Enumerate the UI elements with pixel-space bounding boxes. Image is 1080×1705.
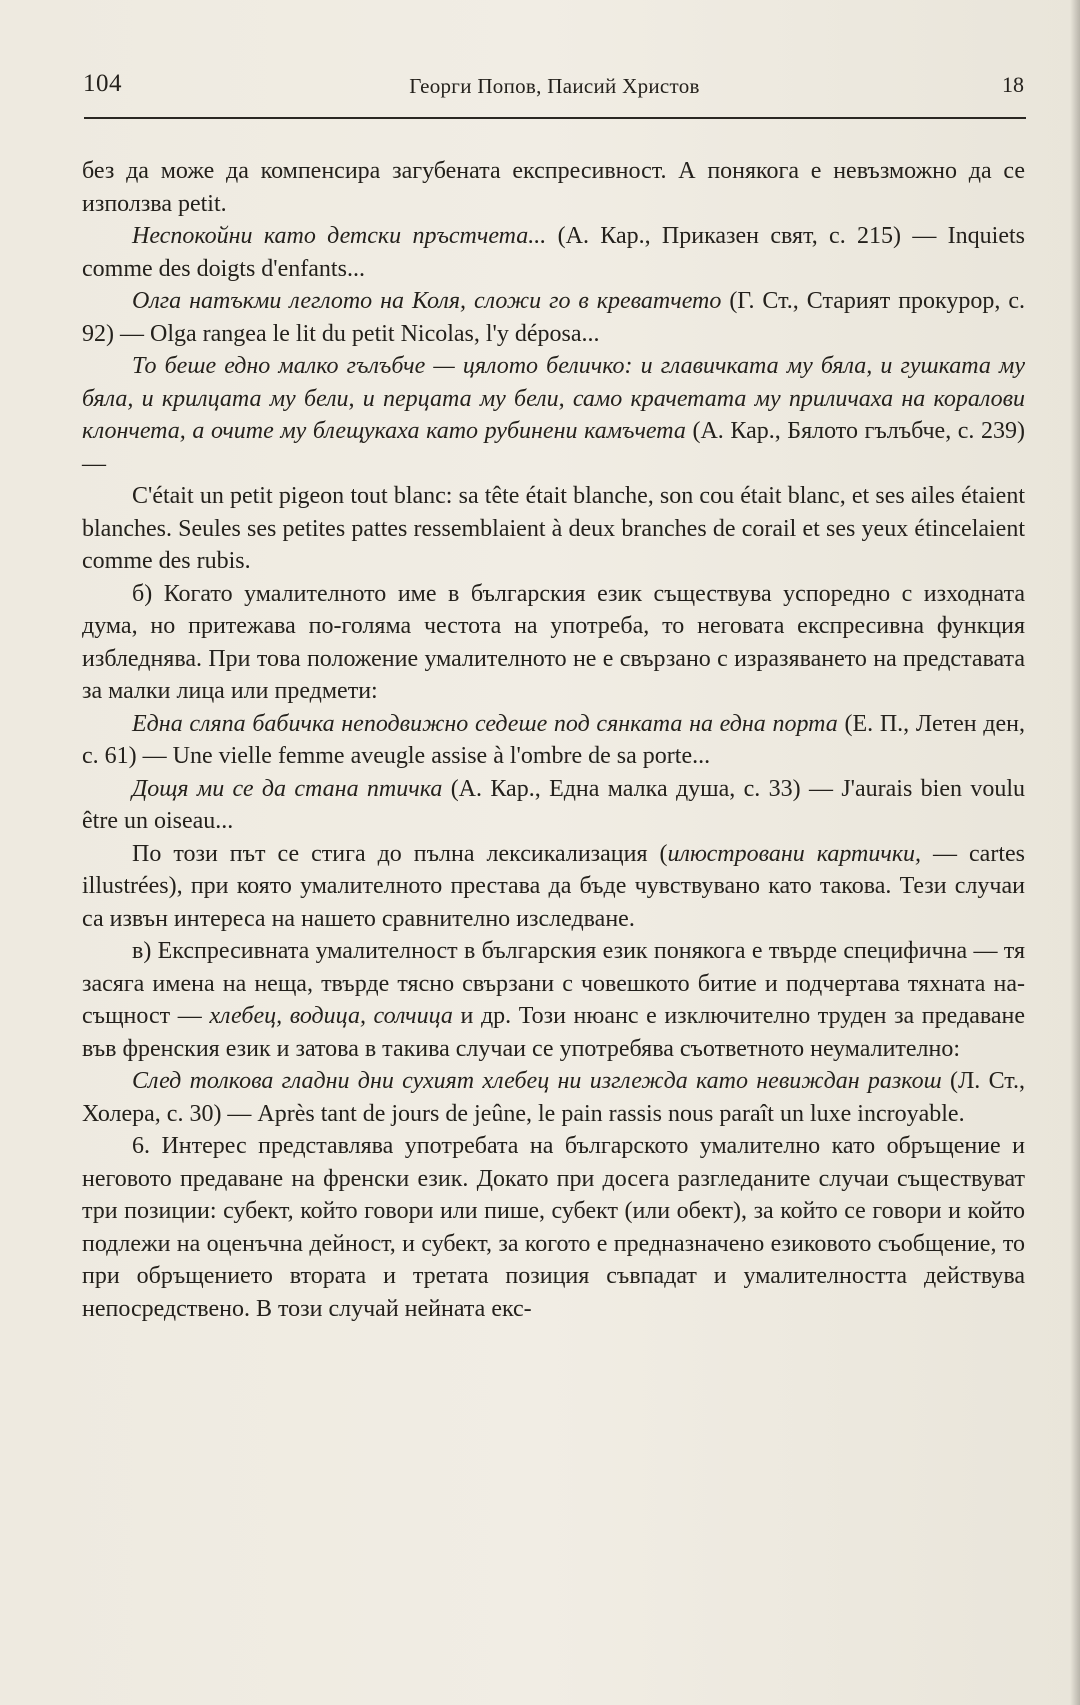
text-run: — cartes illustrées), при която умалителното престава да бъде чувствувано като такова. Тези случаи са извън интереса на нашето сравнително изследване. <box>82 840 1025 932</box>
paragraph <box>82 578 1025 708</box>
paragraph <box>82 350 1025 480</box>
text-run: (А. Кар., Една малка душа, с. 33) — J'aurais bien voulu être un oiseau... <box>82 775 1025 834</box>
header-rule <box>84 117 1026 119</box>
running-title: Георги Попов, Паисий Христов <box>409 74 700 98</box>
paragraph <box>82 155 1025 220</box>
italic-example: Дощя ми се да стана птичка <box>132 775 443 802</box>
paragraph <box>82 285 1025 350</box>
text-run: (Е. П., Летен ден, с. 61) — Une vielle femme aveugle assise à l'ombre de sa porte... <box>82 710 1025 769</box>
italic-example: След толкова гладни дни сухият хлебец ни изглежда като невиждан разкош <box>132 1068 942 1094</box>
italic-example: Една сляпа бабичка неподвижно седеше под сянката на една порта <box>132 710 838 737</box>
paragraph <box>82 1130 1025 1325</box>
text-run: (Г. Ст., Старият прокурор, с. 92) — Olga rangea le lit du petit Nicolas, l'y déposa... <box>82 288 1025 347</box>
page-edge-shadow <box>1070 0 1080 1705</box>
page-number: 104 <box>83 70 122 97</box>
paragraph <box>82 1065 1025 1130</box>
text-run: (А. Кар., Приказен свят, с. 215) — Inquiets comme des doigts d'enfants... <box>82 223 1025 282</box>
paragraph <box>82 220 1025 285</box>
text-run: По този път се стига до пълна лексикализация ( <box>132 840 668 867</box>
text-run: без да може да компенсира загубената експресивност. А понякога е невъзможно да се използва petit. <box>82 158 1025 217</box>
text-run: (Л. Ст., Холера, с. 30) — Après tant de jours de jeûne, le pain rassis nous paraît un luxe incroyable. <box>82 1068 1025 1127</box>
text-run: 6. Интерес представлява употребата на българското умалително като обръщение и неговото предаване на френски език. Докато при досега разгледаните случаи съществуват три позиции: субект, който говори или пише, субект (или обект), за който се говори и който подлежи на оценъчна дейност, и субект, за когото е предназначено езиковото съобщение, то при обръщението втората и третата позиция съвпадат и умалителността действува непосредствено. В този случай нейната екс- <box>82 1133 1025 1322</box>
italic-example: Неспокойни като детски пръстчета... <box>132 223 547 249</box>
text-run: в) Експресивната умалителност в българския език понякога е твърде специфична — тя засяга имена на неща, твърде тясно свързани с човешкото битие и подчертава тяхната насъщност — <box>82 938 1025 1029</box>
paragraph <box>82 480 1025 578</box>
italic-example: хлебец, водица, солчица <box>209 1003 453 1029</box>
paragraph <box>82 773 1025 838</box>
paragraph <box>82 935 1025 1065</box>
italic-example: То беше едно малко гълъбче — цялото беличко: и главичката му бяла, и гушката му бяла, и крилцата му бели, и перцата му бели, само крачетата му приличаха на коралови клончета, а очите му блещукаха като рубинени камъчета <box>82 353 1025 444</box>
paragraph <box>82 708 1025 773</box>
italic-example: Олга натъкми леглото на Коля, сложи го в креватчето <box>132 288 722 314</box>
section-number: 18 <box>1002 72 1024 97</box>
text-run: б) Когато умалителното име в българския език съществува успоредно с изходната дума, но притежава по-голяма честота на употреба, то неговата експресивна функция избледнява. При това положение умалителното не е свързано с изразяването на представата за малки лица или предмети: <box>82 580 1025 704</box>
italic-example: илюстровани картички, <box>667 840 922 867</box>
text-run: (А. Кар., Бялото гълъбче, с. 239) — <box>82 418 1026 477</box>
text-run: C'était un petit pigeon tout blanc: sa tête était blanche, son cou était blanc, et ses ailes étaient blanches. Seules ses petites pattes ressemblaient à deux branches de corail et ses yeux étincelaient comme des rubis. <box>82 483 1025 574</box>
text-run: и др. Този нюанс е изключително труден за предаване във френския език и затова в такива случаи се употребява съответното неумалително: <box>82 1003 1026 1062</box>
page-header <box>83 70 1026 110</box>
paragraph <box>82 838 1025 936</box>
body-text <box>82 155 1025 1325</box>
